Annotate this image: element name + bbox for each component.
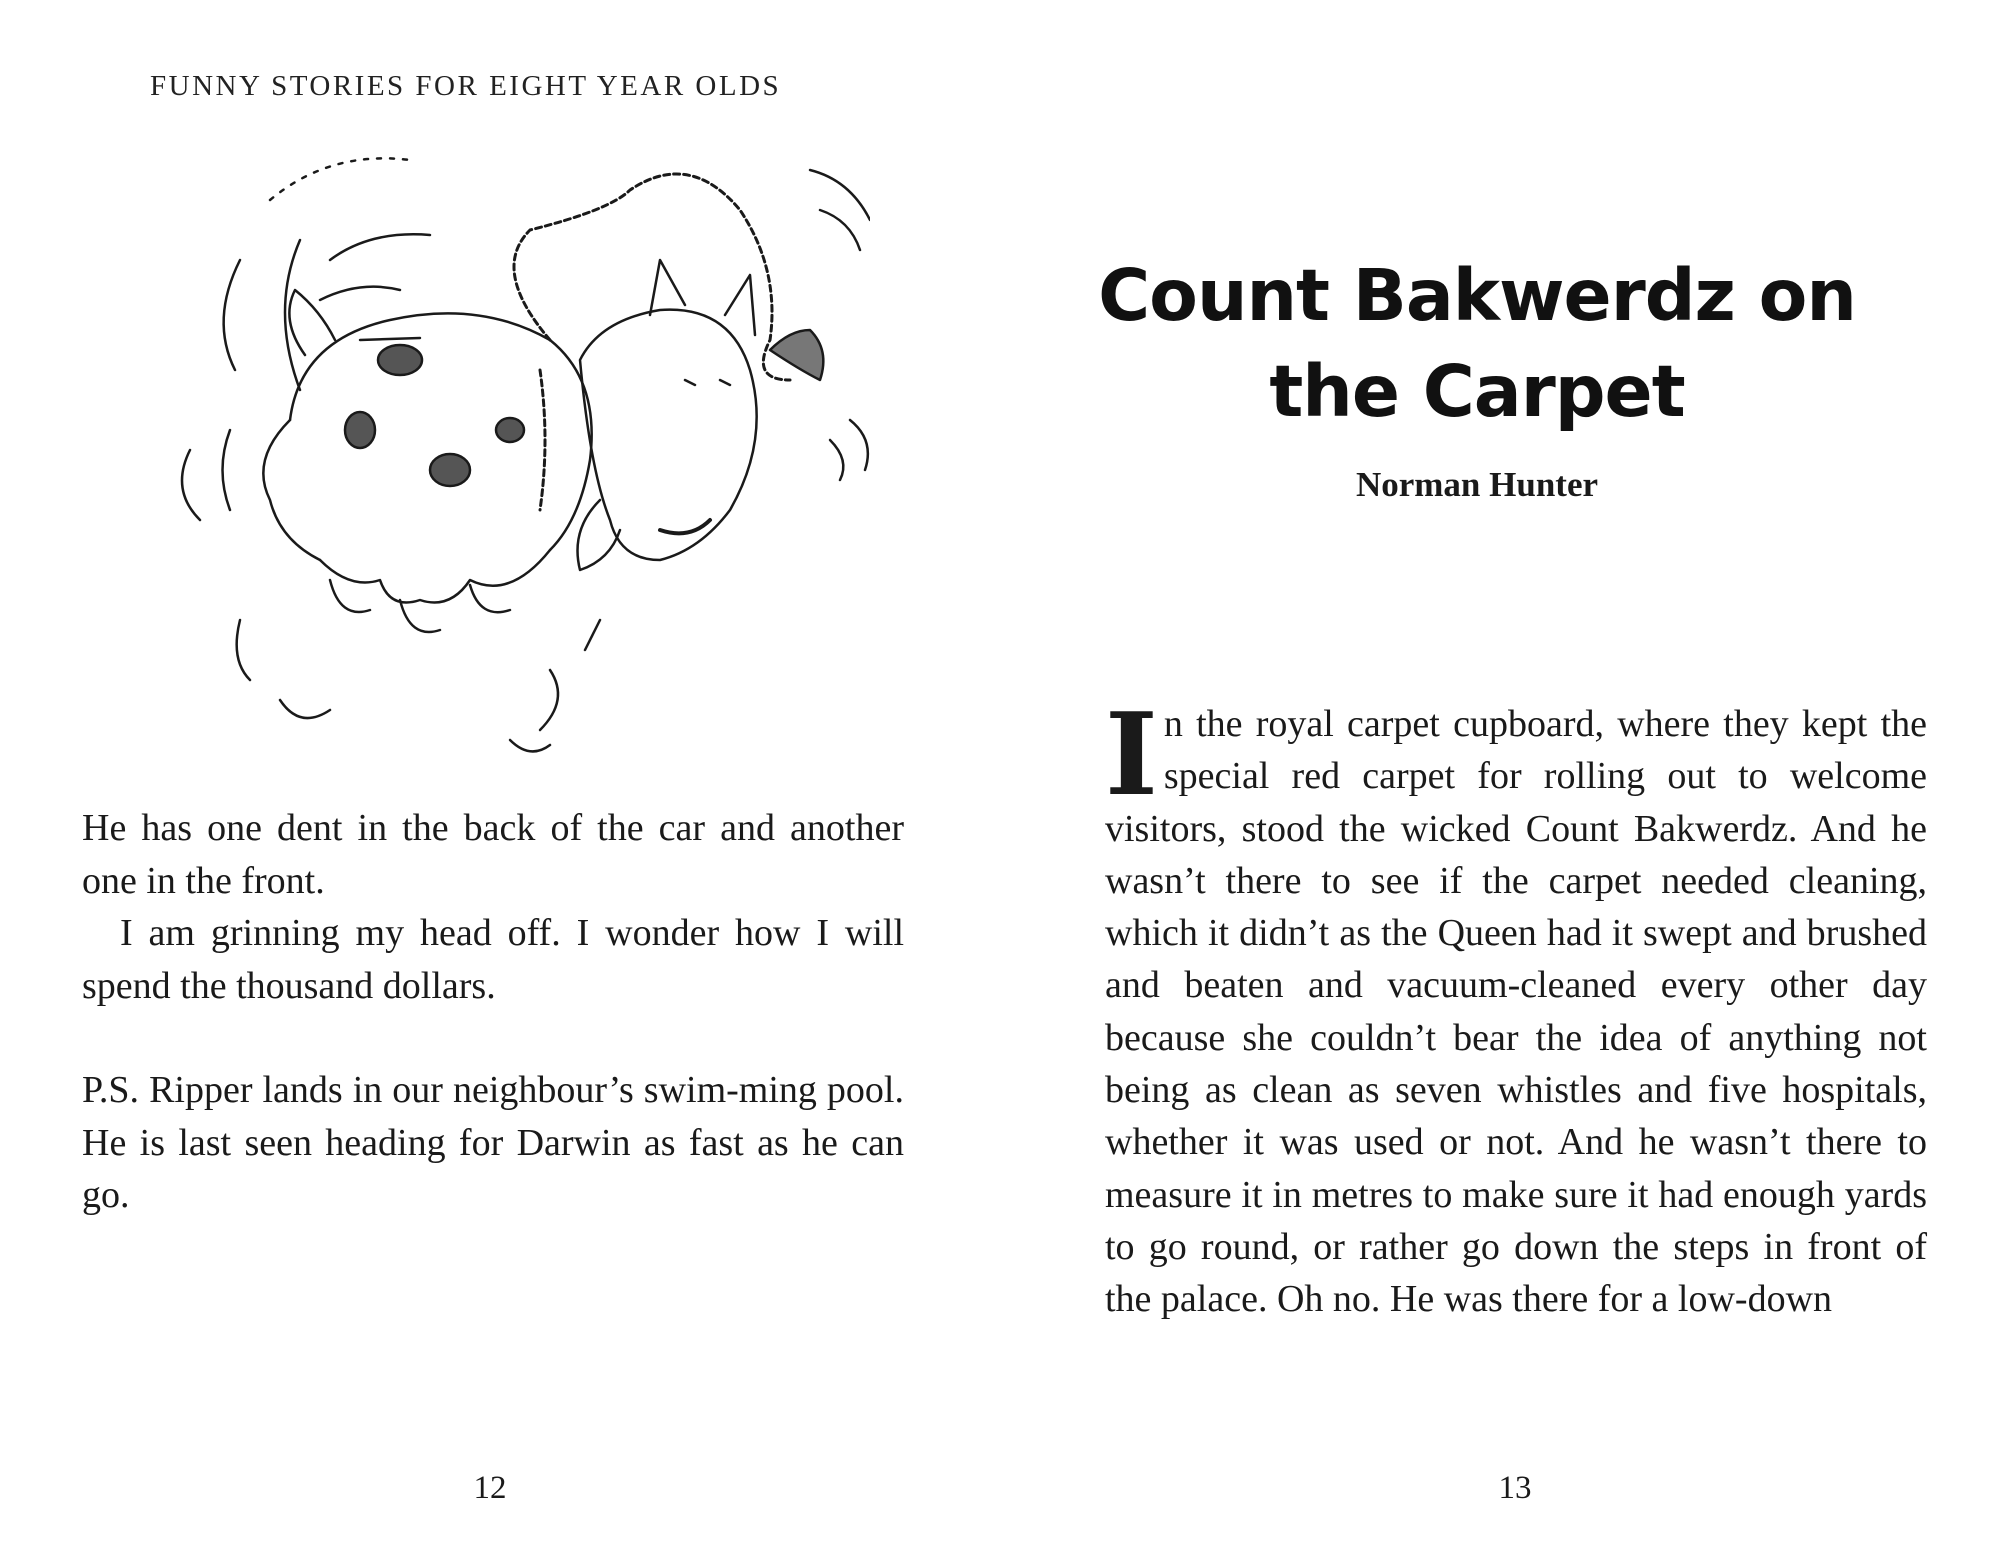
story-title: Count Bakwerdz on the Carpet <box>1098 254 1856 433</box>
drop-cap: I <box>1105 688 1158 821</box>
paragraph: I am grinning my head off. I wonder how I will spend the thousand dollars. <box>82 912 904 1007</box>
page-number-right: 13 <box>1498 1470 1532 1506</box>
story-body-text: n the royal carpet cupboard, where they kept the special red carpet for rolling out to welcome visitors, stood the wicked Count Bakwerdz. And he wasn’t there to see if the carpet needed cleaning, which it didn’t as the Queen had it swept and brushed and beaten and vacuum-cleaned every other day because she couldn’t bear the idea of anything not being as clean as seven whistles and five hospitals, whether it was used or not. And he wasn’t there to measure it in metres to make sure it had enough yards to go round, or rather go down the steps in front of the palace. Oh no. He was there for a low-down <box>1105 703 1927 1321</box>
postscript-paragraph: P.S. Ripper lands in our neighbour’s swim-ming pool. He is last seen heading for Darwin as fast as he can go. <box>82 1069 904 1216</box>
paragraph: He has one dent in the back of the car and another one in the front. <box>82 807 904 902</box>
right-page <box>997 0 1995 1557</box>
story-author: Norman Hunter <box>1355 465 1599 504</box>
left-page <box>0 0 997 1557</box>
story-body <box>1105 688 1927 1326</box>
running-head: FUNNY STORIES FOR EIGHT YEAR OLDS <box>150 70 782 102</box>
left-page-text <box>82 802 904 1222</box>
dog-and-cat-on-chain-icon <box>130 140 870 790</box>
page-number-left: 12 <box>473 1470 507 1506</box>
